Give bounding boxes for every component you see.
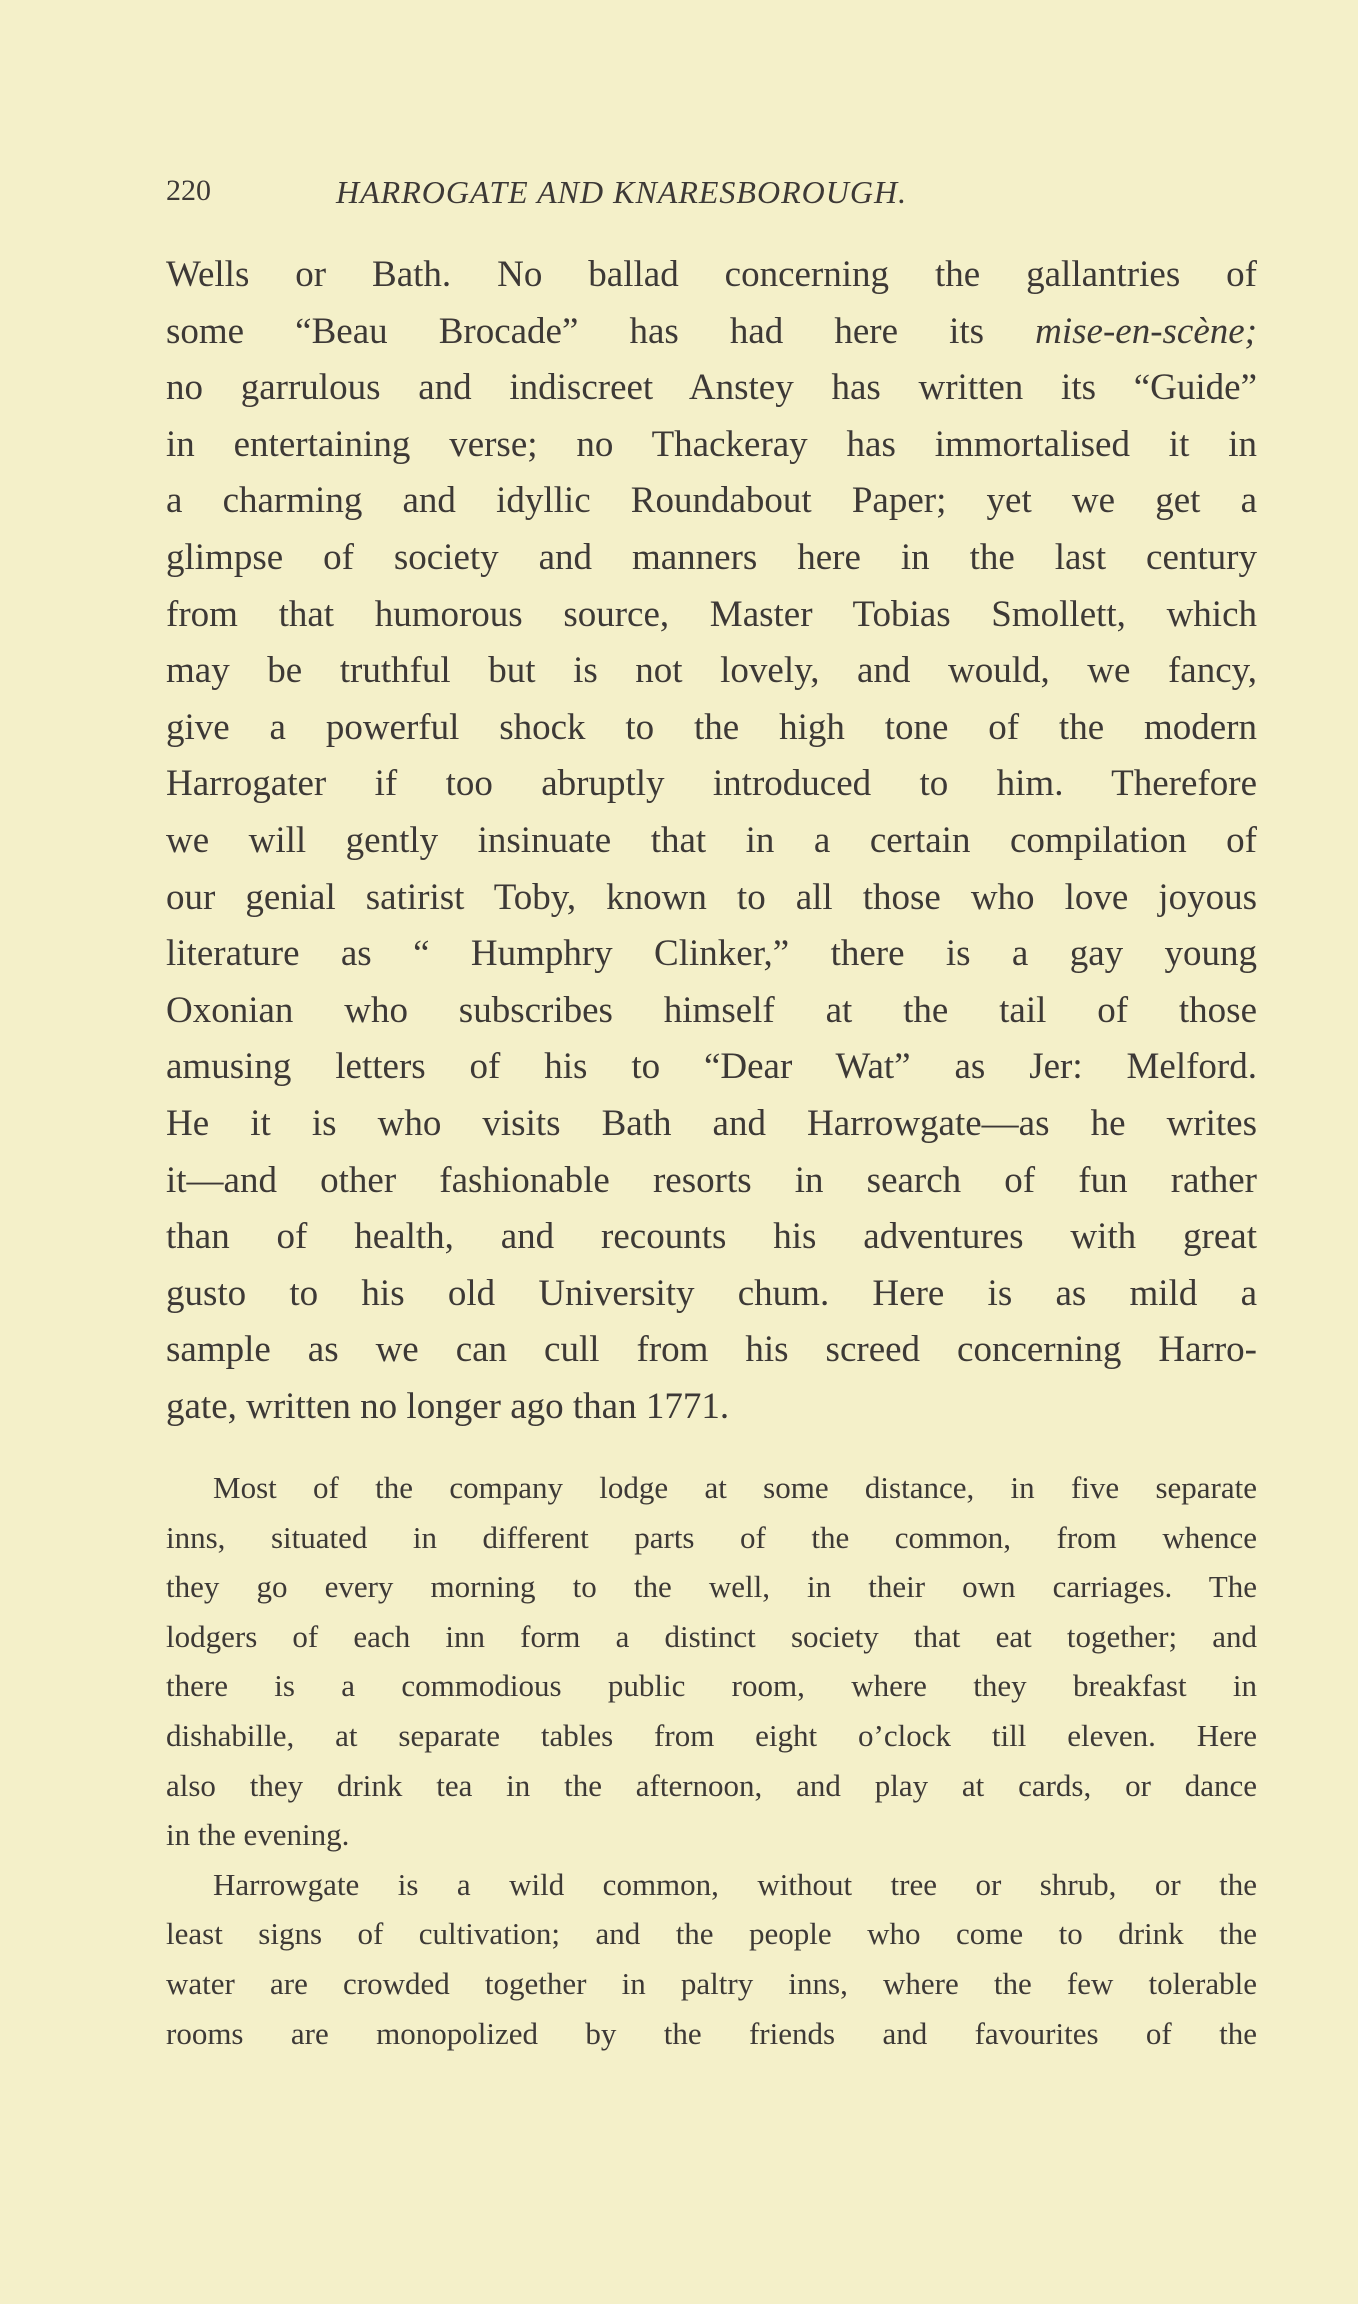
body-line: gusto to his old University chum. Here is as mild a: [166, 1272, 1257, 1314]
quote-line: least signs of cultivation; and the people who come to drink the: [166, 1916, 1257, 1952]
body-line: glimpse of society and manners here in the last century: [166, 537, 1257, 578]
quote-line: lodgers of each inn form a distinct society that eat together; and: [166, 1618, 1257, 1654]
body-line: we will gently insinuate that in a certain compilation of: [166, 820, 1257, 861]
body-line: in entertaining verse; no Thackeray has immortalised it in: [166, 423, 1257, 465]
body-line: Oxonian who subscribes himself at the tail of those: [166, 989, 1257, 1031]
body-line: may be truthful but is not lovely, and would, we fancy,: [166, 650, 1257, 692]
quote-line: Harrowgate is a wild common, without tree or shrub, or the: [213, 1866, 1257, 1902]
quote-line: rooms are monopolized by the friends and favourites of the: [166, 2015, 1257, 2051]
body-line: a charming and idyllic Roundabout Paper; yet we get a: [166, 480, 1257, 522]
body-line: Wells or Bath. No ballad concerning the gallantries of: [166, 254, 1257, 295]
body-line: no garrulous and indiscreet Anstey has written its “Guide”: [166, 367, 1257, 409]
body-line: some “Beau Brocade” has had here its mise-en-scène;: [166, 310, 1257, 352]
body-line: Harrogater if too abruptly introduced to him. Therefore: [166, 763, 1257, 805]
quote-line: in the evening.: [166, 1817, 350, 1853]
quote-line: inns, situated in different parts of the common, from whence: [166, 1519, 1257, 1555]
page-number: 220: [166, 174, 211, 207]
quote-line: water are crowded together in paltry inns, where the few tolerable: [166, 1966, 1257, 2001]
body-line: amusing letters of his to “Dear Wat” as Jer: Melford.: [166, 1046, 1257, 1088]
quote-line: there is a commodious public room, where they breakfast in: [166, 1668, 1257, 1704]
body-line: literature as “ Humphry Clinker,” there is a gay young: [166, 933, 1257, 975]
body-line: give a powerful shock to the high tone of the modern: [166, 706, 1257, 748]
body-line: our genial satirist Toby, known to all those who love joyous: [166, 876, 1257, 918]
body-line: sample as we can cull from his screed concerning Harro-: [166, 1329, 1257, 1371]
quote-line: they go every morning to the well, in their own carriages. The: [166, 1569, 1257, 1605]
body-line: gate, written no longer ago than 1771.: [166, 1386, 730, 1427]
body-line: from that humorous source, Master Tobias Smollett, which: [166, 593, 1257, 635]
quote-line: also they drink tea in the afternoon, and play at cards, or dance: [166, 1767, 1257, 1803]
body-line: He it is who visits Bath and Harrowgate—as he writes: [166, 1103, 1257, 1144]
quote-line: dishabille, at separate tables from eight o’clock till eleven. Here: [166, 1718, 1257, 1753]
running-header: [166, 174, 1257, 214]
body-line: it—and other fashionable resorts in search of fun rather: [166, 1159, 1257, 1201]
running-title: HARROGATE AND KNARESBOROUGH.: [336, 174, 908, 210]
body-line: than of health, and recounts his adventures with great: [166, 1216, 1257, 1258]
quote-line: Most of the company lodge at some distance, in five separate: [213, 1470, 1257, 1505]
